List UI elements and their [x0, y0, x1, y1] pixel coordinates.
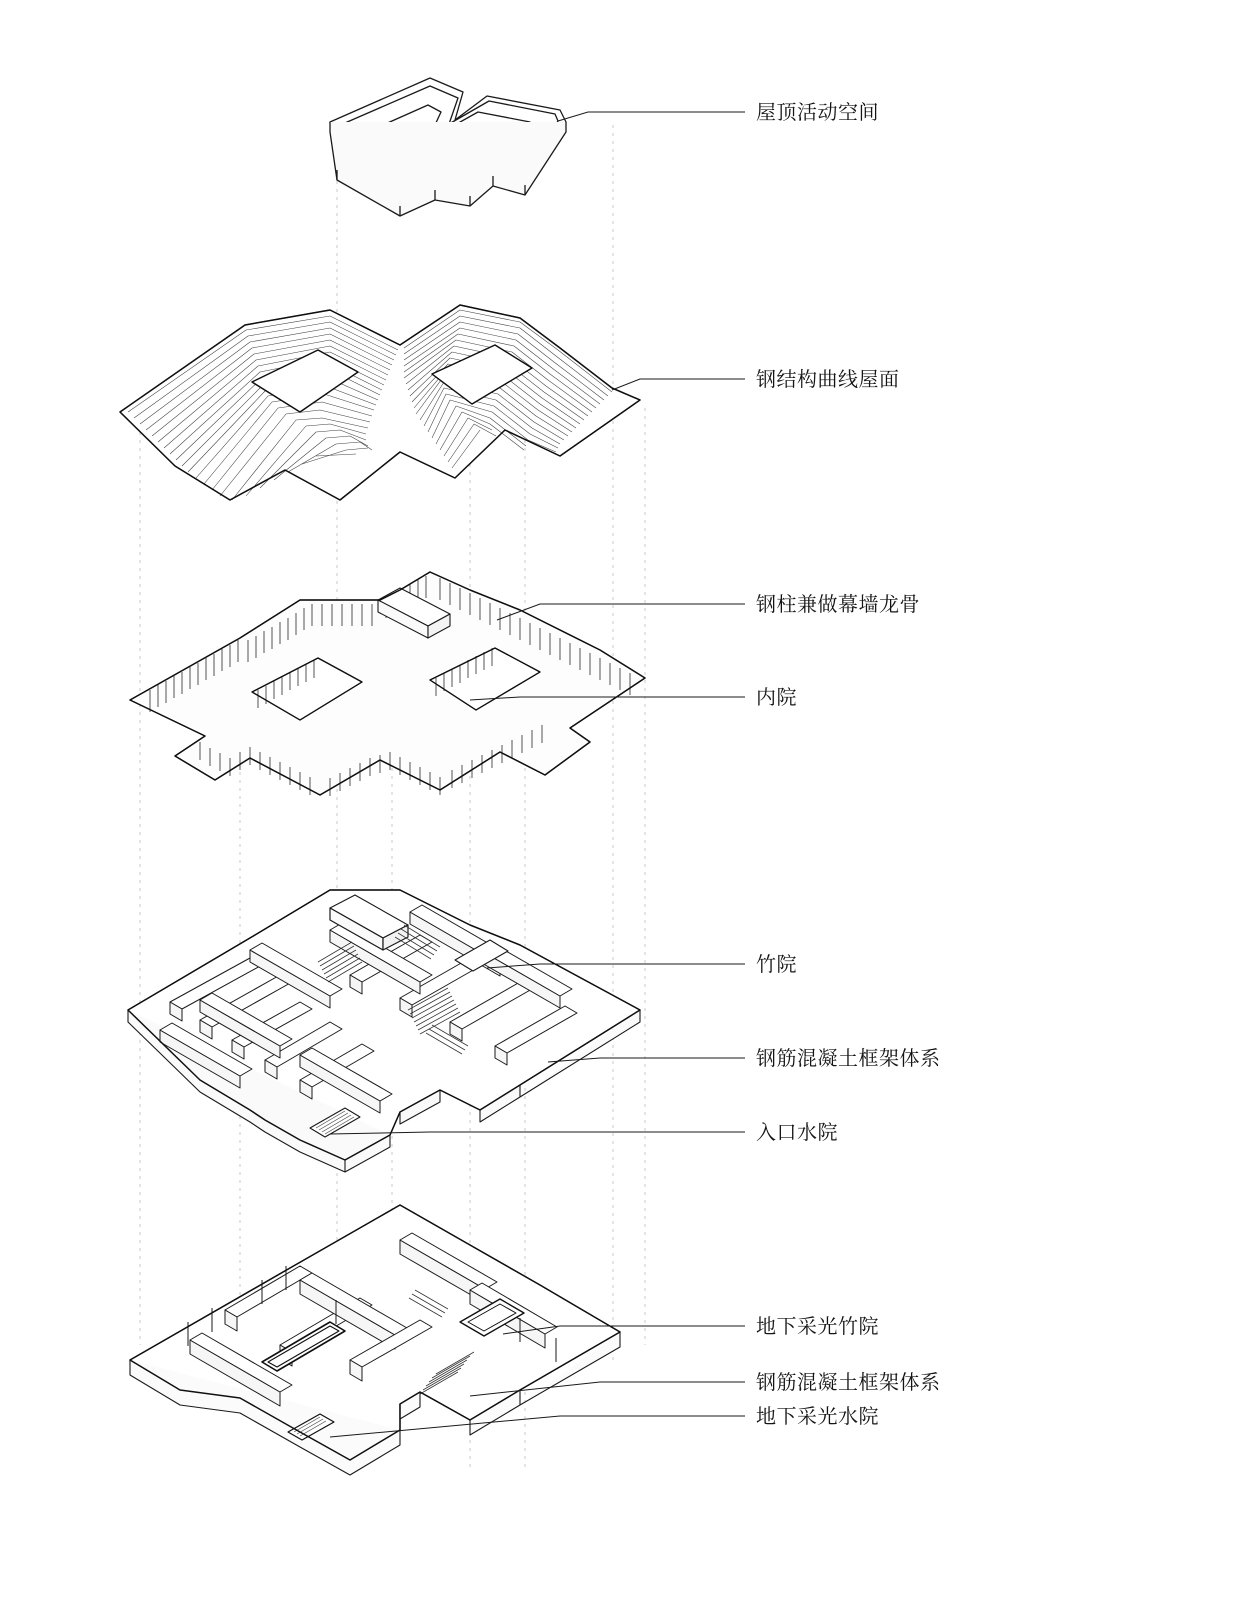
layer-steel-curved-roof — [120, 305, 640, 500]
callout-steel-curved-roof: 钢结构曲线屋面 — [756, 367, 900, 391]
callout-bamboo-court: 竹院 — [756, 952, 797, 976]
layer-roof-activity-space — [330, 78, 566, 216]
callout-inner-courtyard: 内院 — [756, 685, 797, 709]
callout-roof-activity: 屋顶活动空间 — [756, 100, 879, 124]
layer-ground-floor-rc-frame — [128, 890, 640, 1172]
callout-rc-frame-basement: 钢筋混凝土框架体系 — [756, 1370, 941, 1394]
callout-underground-water-court: 地下采光水院 — [756, 1404, 879, 1428]
callout-rc-frame-ground: 钢筋混凝土框架体系 — [756, 1046, 941, 1070]
layer-steel-columns-curtainwall — [130, 572, 645, 796]
callout-entry-water-court: 入口水院 — [756, 1120, 838, 1144]
callout-steel-columns: 钢柱兼做幕墙龙骨 — [756, 592, 920, 616]
layer-basement-rc-frame — [130, 1205, 620, 1475]
callout-underground-bamboo-court: 地下采光竹院 — [756, 1314, 879, 1338]
